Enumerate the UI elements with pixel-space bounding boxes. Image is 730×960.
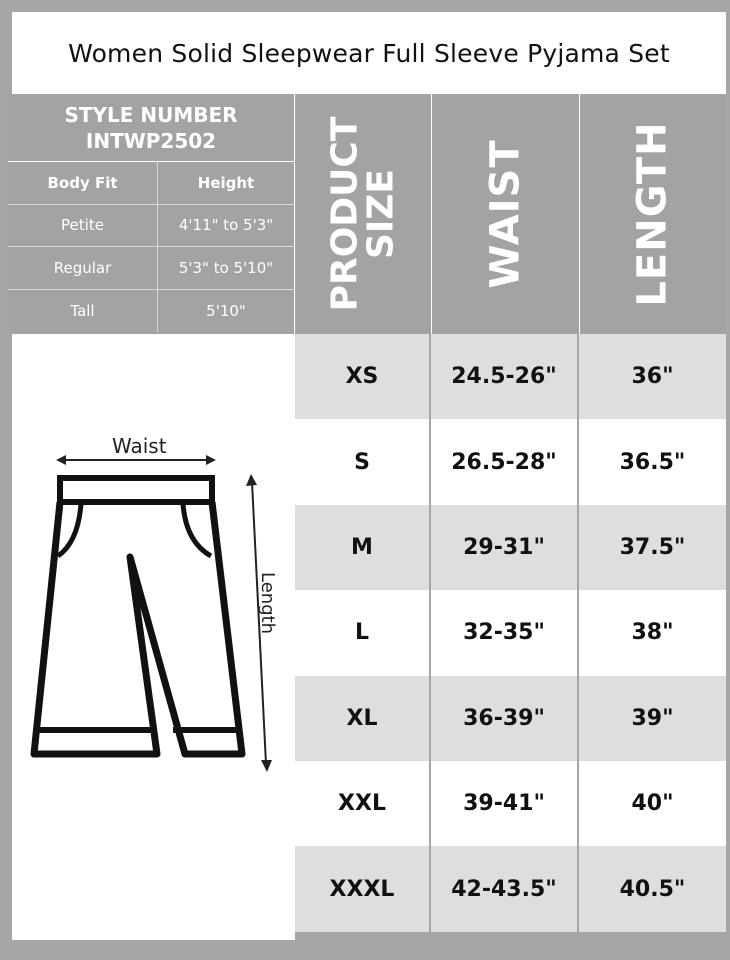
size-cell: XXXL: [329, 876, 395, 902]
length-label: Length: [257, 572, 278, 635]
size-table: [295, 334, 726, 932]
fit-header-height: Height: [197, 173, 255, 192]
length-cell: 39": [631, 705, 674, 731]
pyjama-outline-icon: [12, 334, 295, 940]
fit-cell-name: Tall: [8, 290, 158, 333]
fit-header-row: [8, 162, 294, 205]
size-cell: L: [354, 620, 370, 646]
size-cell: M: [351, 534, 373, 560]
table-row: [295, 676, 726, 761]
table-row: [295, 590, 726, 675]
waist-cell: 42-43.5": [451, 876, 557, 902]
length-cell: 38": [631, 620, 674, 646]
length-cell: 36.5": [619, 449, 686, 475]
waist-cell: 32-35": [463, 620, 545, 646]
fit-cell-height: 4'11" to 5'3": [178, 216, 274, 235]
waist-cell: 24.5-26": [451, 364, 557, 390]
fit-cell-height: 5'3" to 5'10": [178, 258, 274, 277]
length-cell: 40": [631, 791, 674, 817]
length-column-header: [580, 94, 726, 334]
fit-row-tall: [8, 290, 294, 333]
product-size-line2: SIZE: [360, 168, 402, 260]
style-number: INTWP2502: [85, 128, 217, 153]
waist-label: Waist: [112, 434, 167, 458]
waist-header-label: WAIST: [482, 139, 529, 289]
product-size-column-header: [296, 94, 432, 334]
fit-cell-height: 5'10": [206, 301, 246, 320]
table-row: [295, 334, 726, 419]
fit-cell-name: Regular: [8, 247, 158, 289]
waist-cell: 29-31": [463, 534, 545, 560]
page-title: Women Solid Sleepwear Full Sleeve Pyjama Set: [68, 38, 670, 68]
length-cell: 36": [631, 364, 674, 390]
table-row: [295, 846, 726, 931]
length-cell: 37.5": [619, 534, 686, 560]
title-bar: [12, 12, 726, 94]
waist-cell: 36-39": [463, 705, 545, 731]
size-cell: XL: [346, 705, 378, 731]
product-size-line1: PRODUCT: [324, 116, 366, 312]
product-size-label: [324, 116, 402, 312]
table-row: [295, 761, 726, 846]
length-header-label: LENGTH: [630, 121, 676, 307]
table-row: [295, 419, 726, 504]
style-number-header: [8, 94, 294, 162]
fit-row-regular: [8, 247, 294, 290]
fit-cell-name: Petite: [8, 205, 158, 247]
pyjama-diagram: [12, 334, 295, 940]
size-cell: XS: [345, 364, 379, 390]
size-cell: XXL: [338, 791, 386, 817]
table-row: [295, 505, 726, 590]
style-block: [8, 94, 295, 334]
waist-cell: 39-41": [463, 791, 545, 817]
length-cell: 40.5": [619, 876, 686, 902]
style-label: STYLE NUMBER: [64, 102, 238, 127]
fit-row-petite: [8, 205, 294, 248]
waist-cell: 26.5-28": [451, 449, 557, 475]
size-cell: S: [354, 449, 370, 475]
fit-header-body-fit: Body Fit: [8, 162, 158, 204]
waist-column-header: [432, 94, 580, 334]
